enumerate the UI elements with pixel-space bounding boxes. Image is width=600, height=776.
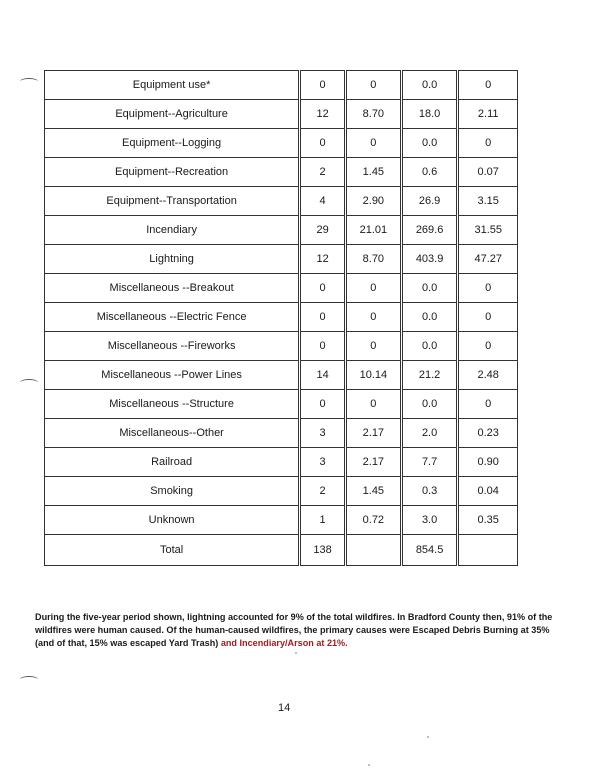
pct-acres-cell: 0.35 bbox=[458, 506, 518, 535]
table-row bbox=[45, 332, 518, 361]
pct-acres-cell: 0 bbox=[458, 274, 518, 303]
table-row bbox=[45, 100, 518, 129]
acres-cell: 269.6 bbox=[401, 216, 458, 245]
pct-acres-cell: 0 bbox=[458, 71, 518, 100]
cause-cell: Equipment--Logging bbox=[45, 129, 300, 158]
cause-cell: Miscellaneous --Breakout bbox=[45, 274, 300, 303]
pct-acres-cell: 0 bbox=[458, 390, 518, 419]
pct-acres-cell: 47.27 bbox=[458, 245, 518, 274]
fires-cell: 0 bbox=[300, 129, 346, 158]
pct-acres-cell: 0.90 bbox=[458, 448, 518, 477]
cause-cell: Miscellaneous--Other bbox=[45, 419, 300, 448]
pct-acres-cell: 0.23 bbox=[458, 419, 518, 448]
pct-acres-cell: 0 bbox=[458, 303, 518, 332]
total-row bbox=[45, 535, 518, 566]
cause-cell: Smoking bbox=[45, 477, 300, 506]
cause-cell: Equipment--Recreation bbox=[45, 158, 300, 187]
pct-fires-cell: 8.70 bbox=[345, 100, 401, 129]
summary-paragraph bbox=[35, 611, 560, 650]
table-row bbox=[45, 158, 518, 187]
pct-fires-cell: 10.14 bbox=[345, 361, 401, 390]
pct-acres-cell: 31.55 bbox=[458, 216, 518, 245]
table-row bbox=[45, 245, 518, 274]
pct-fires-cell: 8.70 bbox=[345, 245, 401, 274]
fires-cell: 0 bbox=[300, 71, 346, 100]
pct-fires-cell bbox=[345, 535, 401, 566]
table-row bbox=[45, 477, 518, 506]
acres-cell: 0.0 bbox=[401, 303, 458, 332]
fires-cell: 1 bbox=[300, 506, 346, 535]
cause-cell: Miscellaneous --Fireworks bbox=[45, 332, 300, 361]
table-row bbox=[45, 448, 518, 477]
cause-cell: Miscellaneous --Structure bbox=[45, 390, 300, 419]
fires-cell: 2 bbox=[300, 158, 346, 187]
table-row bbox=[45, 303, 518, 332]
summary-highlight: and Incendiary/Arson at 21%. bbox=[218, 638, 348, 649]
scan-mark bbox=[20, 676, 38, 683]
fires-cell: 3 bbox=[300, 448, 346, 477]
table-row bbox=[45, 419, 518, 448]
acres-cell: 403.9 bbox=[401, 245, 458, 274]
scan-speck bbox=[295, 652, 297, 654]
acres-cell: 854.5 bbox=[401, 535, 458, 566]
acres-cell: 0.0 bbox=[401, 129, 458, 158]
fires-cell: 0 bbox=[300, 390, 346, 419]
scan-mark bbox=[20, 78, 38, 85]
scan-mark bbox=[20, 379, 38, 386]
cause-cell: Miscellaneous --Power Lines bbox=[45, 361, 300, 390]
cause-cell: Equipment use* bbox=[45, 71, 300, 100]
table-row bbox=[45, 361, 518, 390]
cause-cell: Total bbox=[45, 535, 300, 566]
acres-cell: 0.0 bbox=[401, 71, 458, 100]
cause-cell: Equipment--Agriculture bbox=[45, 100, 300, 129]
fires-cell: 0 bbox=[300, 274, 346, 303]
cause-cell: Equipment--Transportation bbox=[45, 187, 300, 216]
table-row bbox=[45, 187, 518, 216]
pct-acres-cell: 2.11 bbox=[458, 100, 518, 129]
pct-acres-cell bbox=[458, 535, 518, 566]
table-row bbox=[45, 390, 518, 419]
fires-cell: 12 bbox=[300, 245, 346, 274]
acres-cell: 3.0 bbox=[401, 506, 458, 535]
pct-fires-cell: 2.17 bbox=[345, 448, 401, 477]
cause-cell: Railroad bbox=[45, 448, 300, 477]
acres-cell: 0.0 bbox=[401, 274, 458, 303]
acres-cell: 7.7 bbox=[401, 448, 458, 477]
wildfire-causes-table bbox=[44, 70, 518, 566]
fires-cell: 14 bbox=[300, 361, 346, 390]
pct-fires-cell: 1.45 bbox=[345, 158, 401, 187]
acres-cell: 0.0 bbox=[401, 332, 458, 361]
table-row bbox=[45, 506, 518, 535]
table-row bbox=[45, 129, 518, 158]
fires-cell: 0 bbox=[300, 303, 346, 332]
pct-fires-cell: 0 bbox=[345, 332, 401, 361]
summary-text: During the five-year period shown, lightning accounted for 9% of the total wildfires. In Bradford County then, 91% of the wildfires were human caused. Of the human-caused wildfires, the primary causes were Escaped Debris Burning at 35% (and of that, 15% was escaped Yard Trash) bbox=[35, 612, 553, 649]
pct-acres-cell: 0 bbox=[458, 332, 518, 361]
pct-fires-cell: 1.45 bbox=[345, 477, 401, 506]
scan-speck bbox=[368, 764, 370, 766]
cause-cell: Lightning bbox=[45, 245, 300, 274]
pct-fires-cell: 2.90 bbox=[345, 187, 401, 216]
pct-acres-cell: 0.04 bbox=[458, 477, 518, 506]
fires-cell: 4 bbox=[300, 187, 346, 216]
pct-fires-cell: 0 bbox=[345, 274, 401, 303]
acres-cell: 0.3 bbox=[401, 477, 458, 506]
fires-cell: 3 bbox=[300, 419, 346, 448]
scan-speck bbox=[427, 736, 429, 738]
acres-cell: 18.0 bbox=[401, 100, 458, 129]
acres-cell: 2.0 bbox=[401, 419, 458, 448]
fires-cell: 29 bbox=[300, 216, 346, 245]
acres-cell: 26.9 bbox=[401, 187, 458, 216]
cause-cell: Unknown bbox=[45, 506, 300, 535]
pct-fires-cell: 21.01 bbox=[345, 216, 401, 245]
pct-acres-cell: 3.15 bbox=[458, 187, 518, 216]
pct-acres-cell: 0 bbox=[458, 129, 518, 158]
cause-cell: Incendiary bbox=[45, 216, 300, 245]
pct-fires-cell: 0 bbox=[345, 303, 401, 332]
table-row bbox=[45, 71, 518, 100]
fires-cell: 12 bbox=[300, 100, 346, 129]
cause-cell: Miscellaneous --Electric Fence bbox=[45, 303, 300, 332]
page-number: 14 bbox=[278, 702, 291, 714]
pct-fires-cell: 0.72 bbox=[345, 506, 401, 535]
pct-fires-cell: 2.17 bbox=[345, 419, 401, 448]
acres-cell: 21.2 bbox=[401, 361, 458, 390]
acres-cell: 0.0 bbox=[401, 390, 458, 419]
pct-fires-cell: 0 bbox=[345, 129, 401, 158]
fires-cell: 138 bbox=[300, 535, 346, 566]
table-row bbox=[45, 274, 518, 303]
pct-acres-cell: 2.48 bbox=[458, 361, 518, 390]
fires-cell: 0 bbox=[300, 332, 346, 361]
acres-cell: 0.6 bbox=[401, 158, 458, 187]
table-row bbox=[45, 216, 518, 245]
pct-acres-cell: 0.07 bbox=[458, 158, 518, 187]
pct-fires-cell: 0 bbox=[345, 71, 401, 100]
fires-cell: 2 bbox=[300, 477, 346, 506]
pct-fires-cell: 0 bbox=[345, 390, 401, 419]
